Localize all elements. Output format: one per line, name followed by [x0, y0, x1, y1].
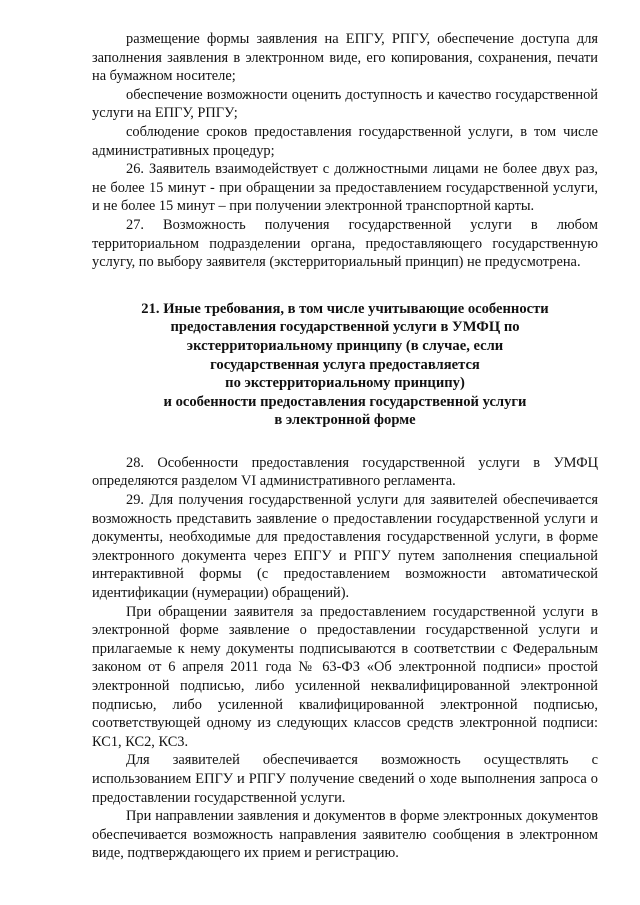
paragraph-request-status: Для заявителей обеспечивается возможность осуществлять с использованием ЕПГУ и РПГУ получение сведений о ходе выполнения запроса о предоставлении государственной услуги. [92, 752, 598, 806]
paragraph-29: 29. Для получения государственной услуги для заявителей обеспечивается возможность представить заявление о предоставлении государственной услуги и документы, необходимые для предоставления государственной услуги, в форме электронного документа через ЕПГУ и РПГУ путем заполнения специальной интерактивной формы (с предоставлением возможности автоматической идентификации (нумерации) обращений). [92, 492, 598, 602]
paragraph-28: 28. Особенности предоставления государственной услуги в УМФЦ определяются разделом VI административного регламента. [92, 454, 598, 490]
heading-line: и особенности предоставления государственной услуги [163, 393, 527, 410]
paragraph-form-placement: размещение формы заявления на ЕПГУ, РПГУ, обеспечение доступа для заполнения заявления в электронном виде, его копирования, сохранения, печати на бумажном носителе; [92, 31, 598, 85]
section-heading-21 [92, 300, 598, 430]
paragraph-deadlines: соблюдение сроков предоставления государственной услуги, в том числе административных процедур; [92, 123, 598, 159]
heading-line: 21. Иные требования, в том числе учитывающие особенности [141, 300, 549, 317]
paragraph-26: 26. Заявитель взаимодействует с должностными лицами не более двух раз, не более 15 минут - при обращении за предоставлением государственной услуги, и не более 15 минут – при получении электронной транспортной карты. [92, 161, 598, 215]
heading-line: по экстерриториальному принципу) [225, 375, 465, 392]
heading-line: в электронной форме [274, 412, 416, 429]
paragraph-electronic-signature: При обращении заявителя за предоставлением государственной услуги в электронной форме заявление о предоставлении государственной услуги и прилагаемые к нему документы подписываются в соответствии с Федеральным законом от 6 апреля 2011 года № 63-ФЗ «Об электронной подписи» простой электронной подписью, либо усиленной неквалифицированной электронной подписью, либо усиленной квалифицированной электронной подписью, соответствующей одному из следующих классов средств электронной подписи: КС1, КС2, КС3. [92, 603, 598, 750]
heading-line: предоставления государственной услуги в УМФЦ по [170, 319, 520, 336]
heading-line: экстерриториальному принципу (в случае, если [186, 337, 504, 354]
paragraph-quality-assessment: обеспечение возможности оценить доступность и качество государственной услуги на ЕПГУ, РПГУ; [92, 86, 598, 122]
paragraph-confirmation-message: При направлении заявления и документов в форме электронных документов обеспечивается возможность направления заявителю сообщения в электронном виде, подтверждающего их прием и регистрацию. [92, 808, 598, 862]
paragraph-27: 27. Возможность получения государственной услуги в любом территориальном подразделении органа, предоставляющего государственную услугу, по выбору заявителя (экстерриториальный принцип) не предусмотрена. [92, 216, 598, 271]
document-page [92, 30, 598, 863]
heading-line: государственная услуга предоставляется [210, 356, 480, 373]
